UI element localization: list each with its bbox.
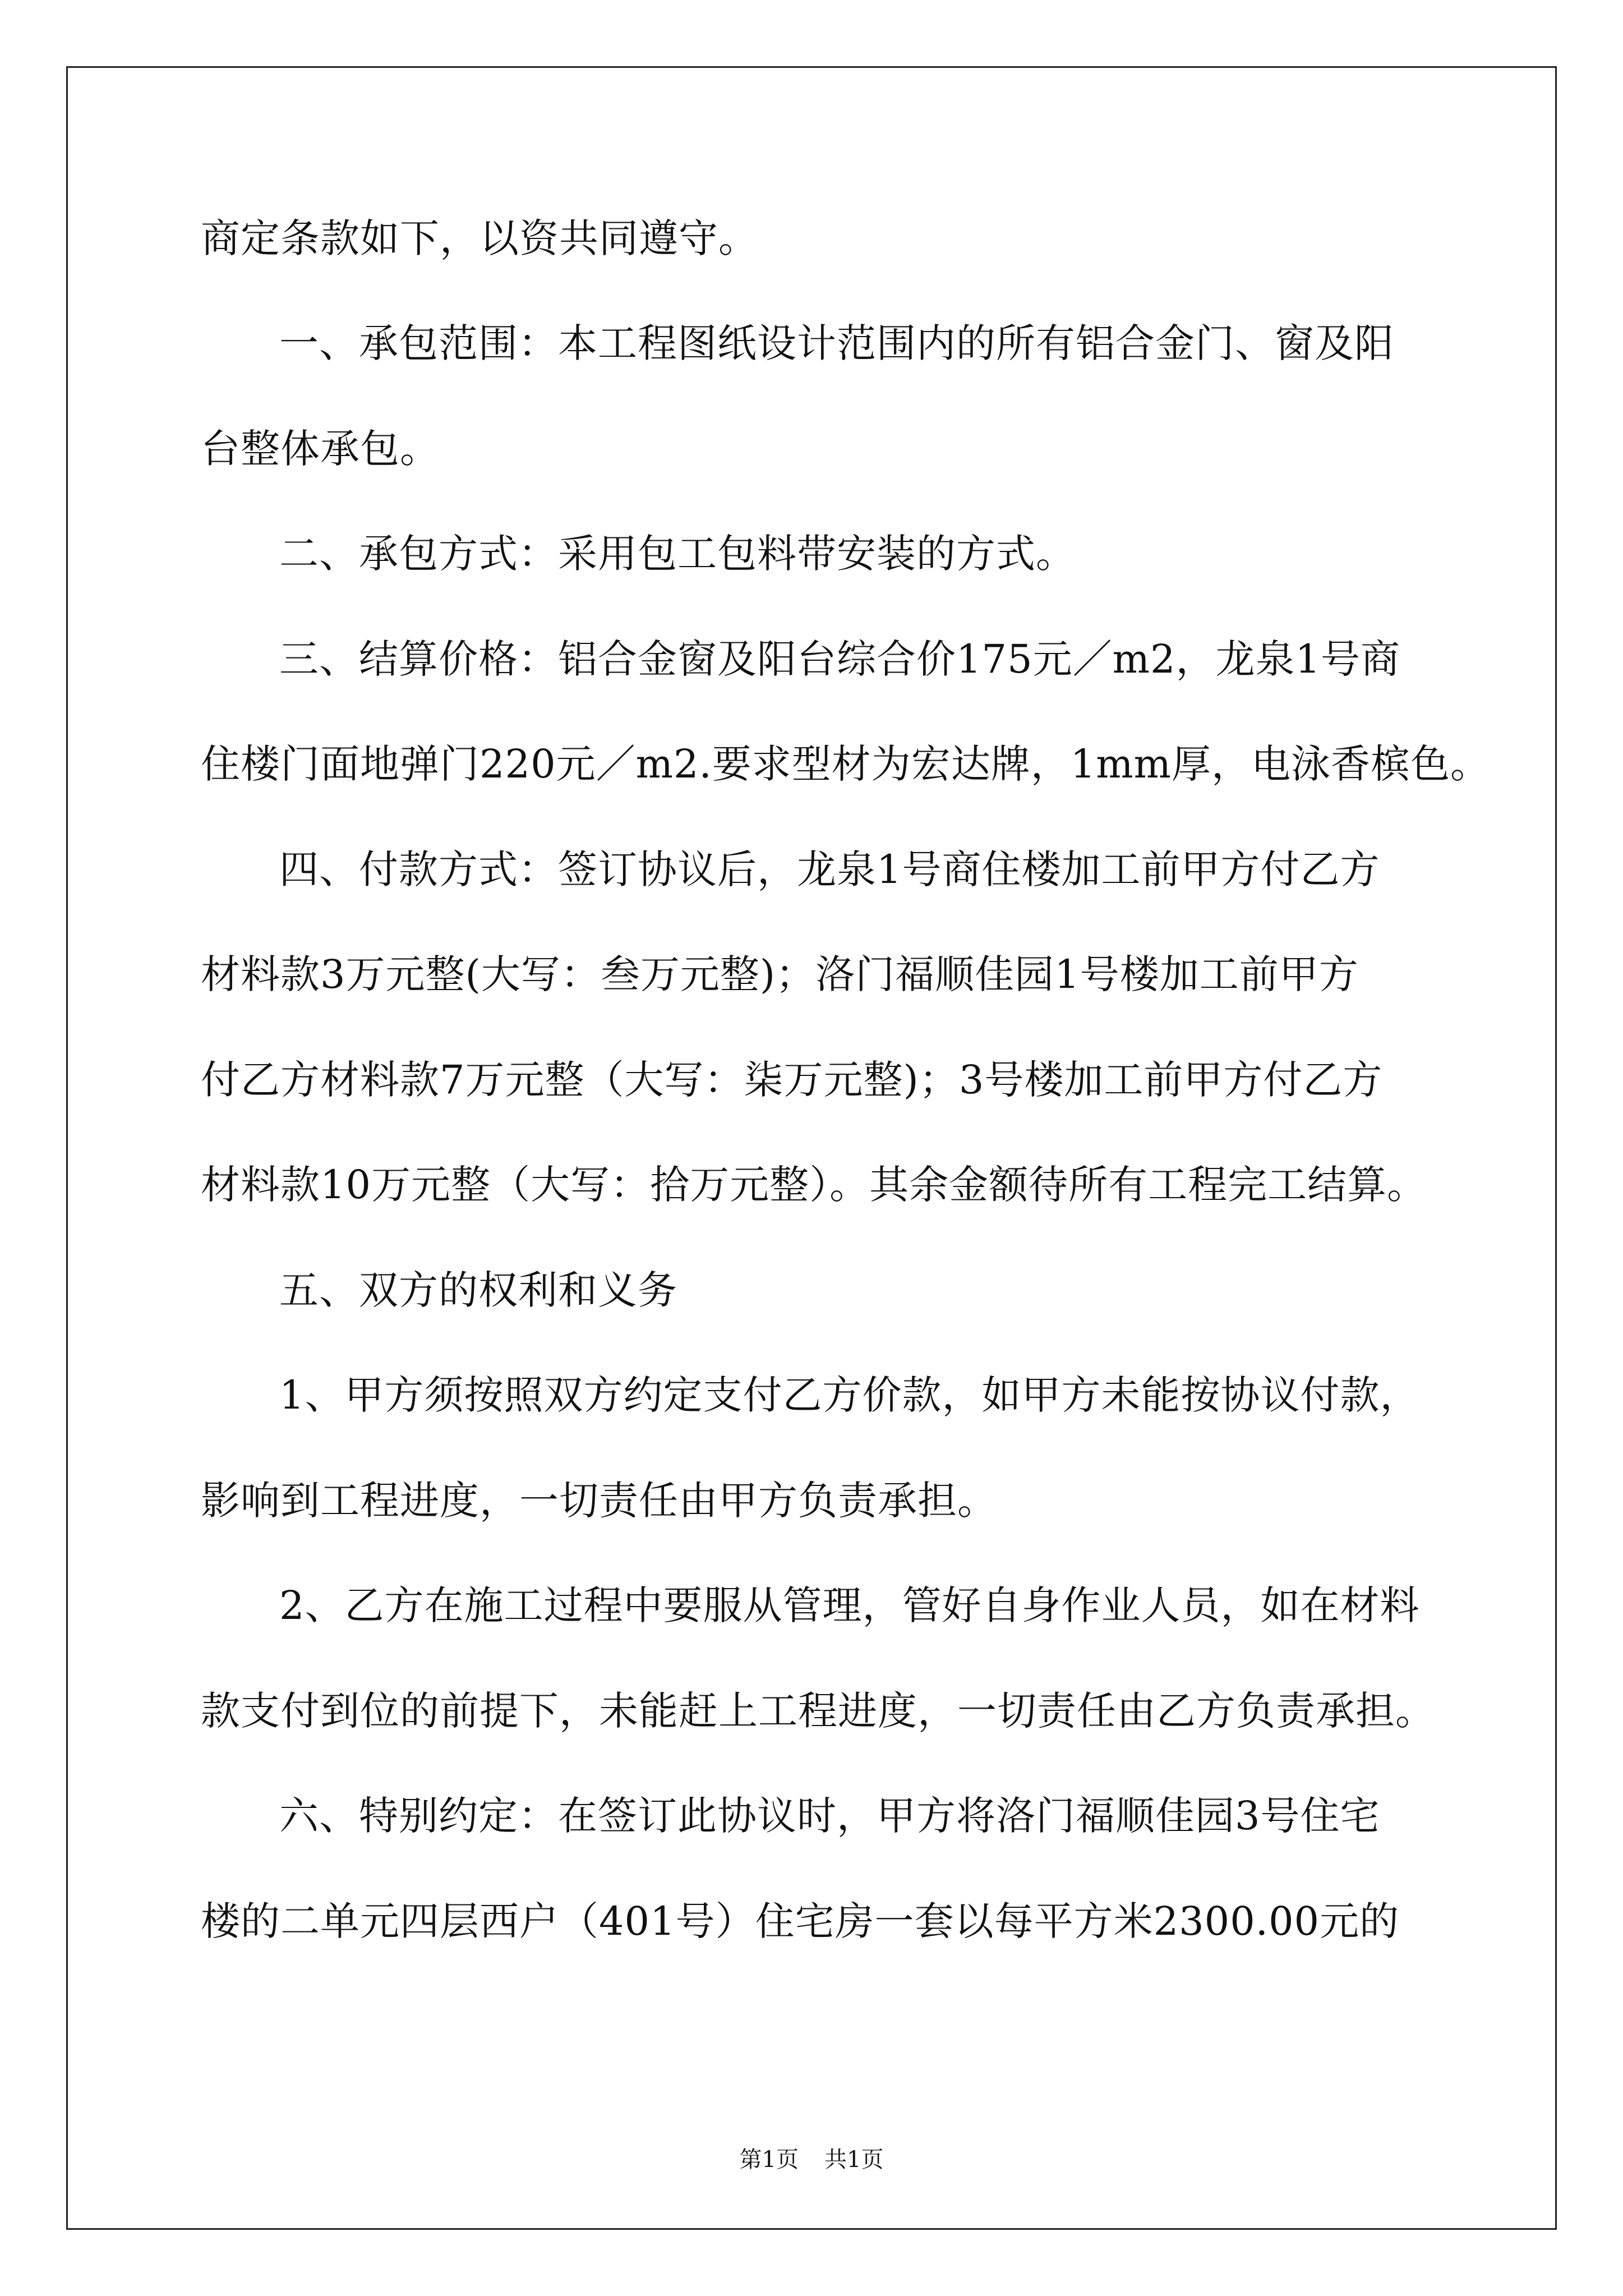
text-line: 付乙方材料款7万元整（大写：柒万元整)；3号楼加工前甲方付乙方 bbox=[201, 1057, 1383, 1103]
text-line: 影响到工程进度，一切责任由甲方负责承担。 bbox=[201, 1478, 997, 1524]
page-number: 第1页 bbox=[739, 2147, 799, 2173]
text-line: 二、承包方式：采用包工包料带安装的方式。 bbox=[279, 531, 1076, 577]
text-line: 材料款10万元整（大写：拾万元整）。其余金额待所有工程完工结算。 bbox=[201, 1162, 1427, 1208]
text-line: 一、承包范围：本工程图纸设计范围内的所有铝合金门、窗及阳 bbox=[279, 320, 1394, 366]
text-line: 1、甲方须按照双方约定支付乙方价款，如甲方未能按协议付款， bbox=[279, 1372, 1420, 1418]
text-line: 住楼门面地弹门220元／m2.要求型材为宏达牌，1mm厚，电泳香槟色。 bbox=[201, 741, 1491, 787]
text-line: 楼的二单元四层西户（401号）住宅房一套以每平方米2300.00元的 bbox=[201, 1898, 1400, 1944]
text-line: 三、结算价格：铝合金窗及阳台综合价175元／m2，龙泉1号商 bbox=[279, 636, 1401, 682]
text-line: 六、特别约定：在签订此协议时，甲方将洛门福顺佳园3号住宅 bbox=[279, 1793, 1380, 1839]
text-line: 台整体承包。 bbox=[201, 426, 440, 472]
text-line: 材料款3万元整(大写：叁万元整)；洛门福顺佳园1号楼加工前甲方 bbox=[201, 951, 1359, 997]
text-line: 商定条款如下，以资共同遵守。 bbox=[201, 215, 758, 261]
section-heading: 五、双方的权利和义务 bbox=[279, 1267, 677, 1313]
page-footer bbox=[0, 2146, 1623, 2173]
text-line: 四、付款方式：签订协议后，龙泉1号商住楼加工前甲方付乙方 bbox=[279, 846, 1380, 892]
text-line: 款支付到位的前提下，未能赶上工程进度，一切责任由乙方负责承担。 bbox=[201, 1688, 1435, 1734]
page-total: 共1页 bbox=[824, 2147, 884, 2173]
text-line: 2、乙方在施工过程中要服从管理，管好自身作业人员，如在材料 bbox=[279, 1582, 1420, 1628]
